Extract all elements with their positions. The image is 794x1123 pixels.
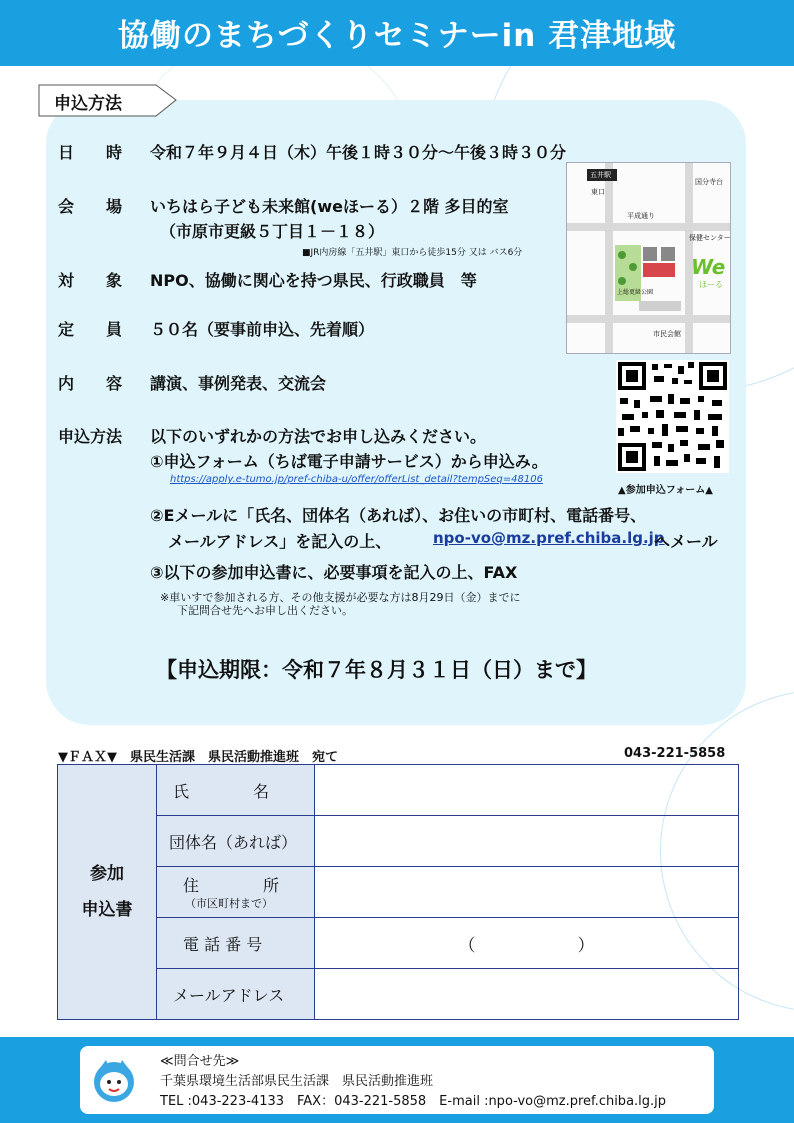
phone-label-cell	[157, 918, 315, 969]
contact-details: TEL :043-223-4133 FAX：043-221-5858 E-mail :npo-vo@mz.pref.chiba.lg.jp	[160, 1094, 667, 1109]
apply-email-link[interactable]: npo-vo@mz.pref.chiba.lg.jp	[433, 529, 665, 547]
section-tab-label: 申込方法	[54, 94, 122, 114]
capacity-value: ５０名（要事前申込、先着順）	[150, 320, 375, 339]
target-label: 対 象	[58, 271, 123, 290]
qr-caption: ▲参加申込フォーム▲	[618, 485, 713, 496]
mascot-icon	[90, 1056, 138, 1104]
name-label: 氏 名	[173, 782, 270, 801]
map-exit: 東口	[591, 188, 605, 196]
address-label-cell	[157, 867, 315, 918]
org-label: 団体名（あれば）	[169, 833, 298, 852]
email-label: メールアドレス	[173, 986, 285, 1005]
map-logo: We	[691, 255, 726, 279]
apply-intro: 以下のいずれかの方法でお申し込みください。	[150, 427, 487, 446]
map-logo-sub: ほーる	[699, 280, 723, 289]
apply-method-2-suffix: へメール	[654, 532, 718, 551]
phone-label: 電 話 番 号	[183, 935, 263, 954]
fax-heading: ▼ＦＡＸ▼ 県民生活課 県民活動推進班 宛て	[58, 750, 338, 765]
page-title: 協働のまちづくりセミナーin 君津地域	[117, 18, 677, 54]
org-label-cell	[157, 816, 315, 867]
apply-method-2: ②Eメールに「氏名、団体名（あれば）、お住いの市町村、電話番号、	[150, 506, 647, 525]
map-road: 国分寺台	[695, 178, 723, 186]
email-label-cell	[157, 969, 315, 1020]
apply-method-1: ①申込フォーム（ちば電子申請サービス）から申込み。	[150, 452, 548, 471]
email-input-cell[interactable]	[315, 969, 739, 1020]
venue-map	[566, 162, 731, 354]
map-street-2: 市民会館	[653, 330, 681, 338]
apply-form-link[interactable]: https://apply.e-tumo.jp/pref-chiba-u/offer/offerList_detail?tempSeq=48106	[170, 474, 543, 485]
map-park: 上総更級公園	[617, 289, 654, 296]
org-input-cell[interactable]	[315, 816, 739, 867]
venue-label: 会 場	[58, 197, 123, 216]
header-bar	[0, 0, 794, 66]
section-tab	[38, 84, 178, 117]
form-side-label-2: 申込書	[81, 900, 133, 920]
name-input-cell[interactable]	[315, 765, 739, 816]
content-label: 内 容	[58, 374, 123, 393]
form-side-label	[58, 765, 157, 1020]
address-input-cell[interactable]	[315, 867, 739, 918]
application-form	[57, 764, 739, 1020]
phone-input-cell[interactable]	[315, 918, 739, 969]
content-value: 講演、事例発表、交流会	[150, 374, 327, 393]
address-label: 住 所	[183, 876, 280, 895]
map-street-1: 平成通り	[627, 212, 655, 220]
date-value: 令和７年９月４日（木）午後１時３０分～午後３時３０分	[150, 143, 567, 162]
map-station: 五井駅	[590, 171, 611, 179]
date-label: 日 時	[58, 143, 123, 162]
target-value: NPO、協働に関心を持つ県民、行政職員 等	[150, 271, 477, 290]
venue-access: ■JR内房線「五井駅」東口から徒歩15分 又は バス6分	[302, 248, 523, 258]
address-sub-label: （市区町村まで）	[185, 897, 273, 910]
support-note-2: 下記問合せ先へお申し出ください。	[177, 604, 353, 617]
capacity-label: 定 員	[58, 320, 123, 339]
contact-org: 千葉県環境生活部県民生活課 県民活動推進班	[160, 1074, 434, 1089]
venue-address: （市原市更級５丁目１－１８）	[160, 222, 385, 241]
apply-method-2-cont: メールアドレス」を記入の上、	[168, 532, 392, 551]
name-label-cell	[157, 765, 315, 816]
support-note-1: ※車いすで参加される方、その他支援が必要な方は8月29日（金）までに	[160, 591, 521, 604]
deadline-text: 【申込期限：令和７年８月３１日（日）まで】	[156, 658, 597, 682]
map-center: 保健センター	[689, 234, 731, 242]
qr-code[interactable]	[616, 360, 729, 473]
apply-method-3: ③以下の参加申込書に、必要事項を記入の上、FAX	[150, 563, 518, 582]
contact-title: ≪問合せ先≫	[160, 1054, 240, 1069]
venue-value: いちはら子ども未来館(weほーる）２階 多目的室	[150, 197, 509, 216]
qr-code-graphic	[616, 360, 729, 473]
form-side-label-1: 参加	[90, 864, 124, 884]
fax-number: 043-221-5858	[624, 746, 726, 761]
apply-label: 申込方法	[58, 427, 123, 446]
phone-parentheses: （ ）	[458, 935, 595, 956]
